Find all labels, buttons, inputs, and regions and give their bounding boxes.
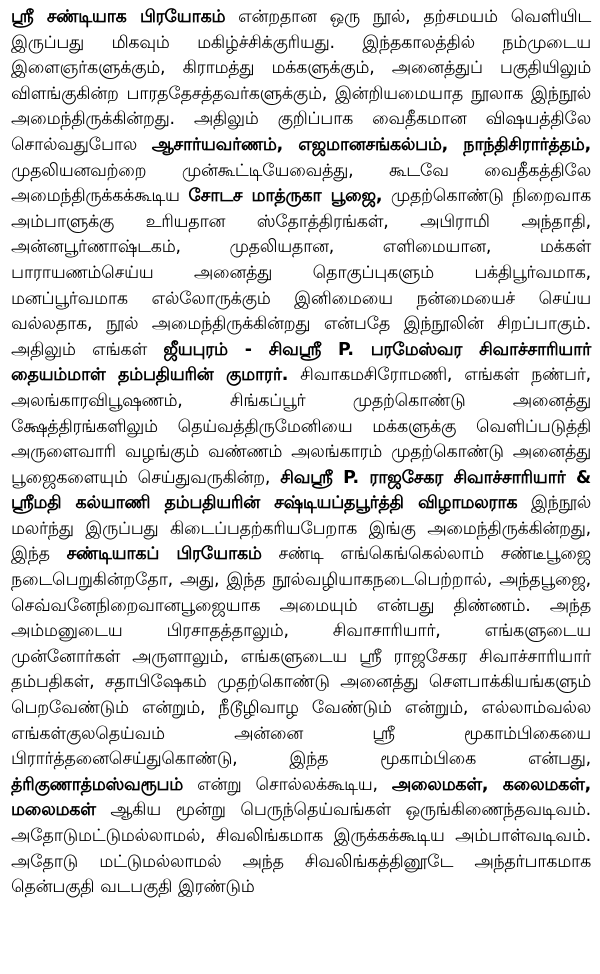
emphasized-text: சோடச மாத்ருகா பூஜை, xyxy=(188,186,383,207)
emphasized-text: சிவஸ்ரீ P. ராஜசேகர சிவாச்சாரியார் & ஸ்ரீமதி கல்யாணி தம்பதியரின் சஷ்டியப்தபூர்த்தி விழாமலராக xyxy=(11,467,591,514)
emphasized-text: ஆசார்யவர்ணம், எஜமானசங்கல்பம், நாந்திசிரார்த்தம், xyxy=(151,134,591,155)
emphasized-text: ஜீயபுரம் - சிவஸ்ரீ P. பரமேஸ்வர சிவாச்சாரியார் தையம்மாள் தம்பதியரின் குமாரர். xyxy=(11,339,591,386)
body-text-run: முதலியனவற்றை முன்கூட்டியேவைத்து, கூடவே வைதீகத்திலே அமைந்திருக்கக்கூடிய xyxy=(11,160,591,207)
body-text-run: இந்நூல் மலர்ந்து இருப்பது கிடைப்பதற்கரியபேறாக இங்கு அமைந்திருக்கின்றது, இந்த xyxy=(11,493,592,565)
body-paragraph xyxy=(11,5,591,901)
emphasized-text: அலைமகள், கலைமகள், மலைமகள் xyxy=(11,774,591,821)
body-text-run: என்றதான ஒரு நூல், தற்சமயம் வெளியிட இருப்பது மிகவும் மகிழ்ச்சிக்குரியது. இந்தகாலத்தில் நம்முடைய இளைஞர்களுக்கும், கிராமத்து மக்களுக்கும், அனைத்துப் பகுதியிலும் விளங்குகின்ற பாரததேசத்தவர்களுக்கும், இன்றியமையாத நூலாக இந்நூல் அமைந்திருக்கின்றது. அதிலும் குறிப்பாக வைதீகமான விஷயத்திலே சொல்வதுபோல xyxy=(11,7,591,155)
body-text-run: சண்டி எங்கெங்கெல்லாம் சண்டீபூஜை நடைபெறுகின்றதோ, அது, இந்த நூல்வழியாகநடைபெற்றால், அந்தபூஜை, செவ்வனேநிறைவானபூஜையாக அமையும் என்பது திண்ணம். அந்த அம்மனுடைய பிரசாதத்தாலும், சிவாசாரியார், எங்களுடைய முன்னோர்கள் அருளாலும், எங்களுடைய ஸ்ரீ ராஜசேகர சிவாச்சாரியார் தம்பதிகள், சதாபிஷேகம் முதற்கொண்டு அனைத்து சௌபாக்கியங்களும் பெறவேண்டும் என்றும், நீடூழிவாழ வேண்டும் என்றும், எல்லாம்வல்ல எங்கள்குலதெய்வம் அன்னை ஸ்ரீ மூகாம்பிகையை பிரார்த்தனைசெய்துகொண்டு, இந்த மூகாம்பிகை என்பது, xyxy=(11,544,591,770)
body-text-run: ஆகிய மூன்று பெருந்தெய்வங்கள் ஒருங்கிணைந்தவடிவம். அதோடுமட்டுமல்லாமல், சிவலிங்கமாக இருக்கக்கூடிய அம்பாள்வடிவம். அதோடு மட்டுமல்லாமல் அந்த சிவலிங்கத்தினூடே அந்தர்பாகமாக தென்பகுதி வடபகுதி இரண்டும் xyxy=(11,800,591,898)
emphasized-text: த்ரிகுணாத்மஸ்வரூபம் xyxy=(11,774,184,795)
emphasized-text: ஸ்ரீ சண்டியாக பிரயோகம் xyxy=(11,7,226,27)
body-text-run: என்று சொல்லக்கூடிய, xyxy=(183,774,392,795)
emphasized-text: சண்டியாகப் பிரயோகம் xyxy=(66,544,262,565)
body-text-run: சிவாகமசிரோமணி, எங்கள் நண்பர், அலங்காரவிபூஷணம், சிங்கப்பூர் முதற்கொண்டு அனைத்து க்ஷேத்திரங்களிலும் தெய்வத்திருமேனியை மக்களுக்கு வெளிப்படுத்தி அருளைவாரி வழங்கும் வண்ணம் அலங்காரம் முதற்கொண்டு அனைத்து பூஜைகளையும் செய்துவருகின்ற, xyxy=(11,365,591,488)
body-text-run: முதற்கொண்டு நிறைவாக அம்பாளுக்கு உரியதான ஸ்தோத்திரங்கள், அபிராமி அந்தாதி, அன்னபூர்ணாஷ்டகம், முதலியதான, எளிமையான, மக்கள் பாராயணம்செய்ய அனைத்து தொகுப்புகளும் பக்திபூர்வமாக, மனப்பூர்வமாக எல்லோருக்கும் இனிமையை நன்மையைச் செய்ய வல்லதாக, நூல் அமைந்திருக்கின்றது என்பதே இந்நூலின் சிறப்பாகும். அதிலும் எங்கள் xyxy=(11,186,592,360)
